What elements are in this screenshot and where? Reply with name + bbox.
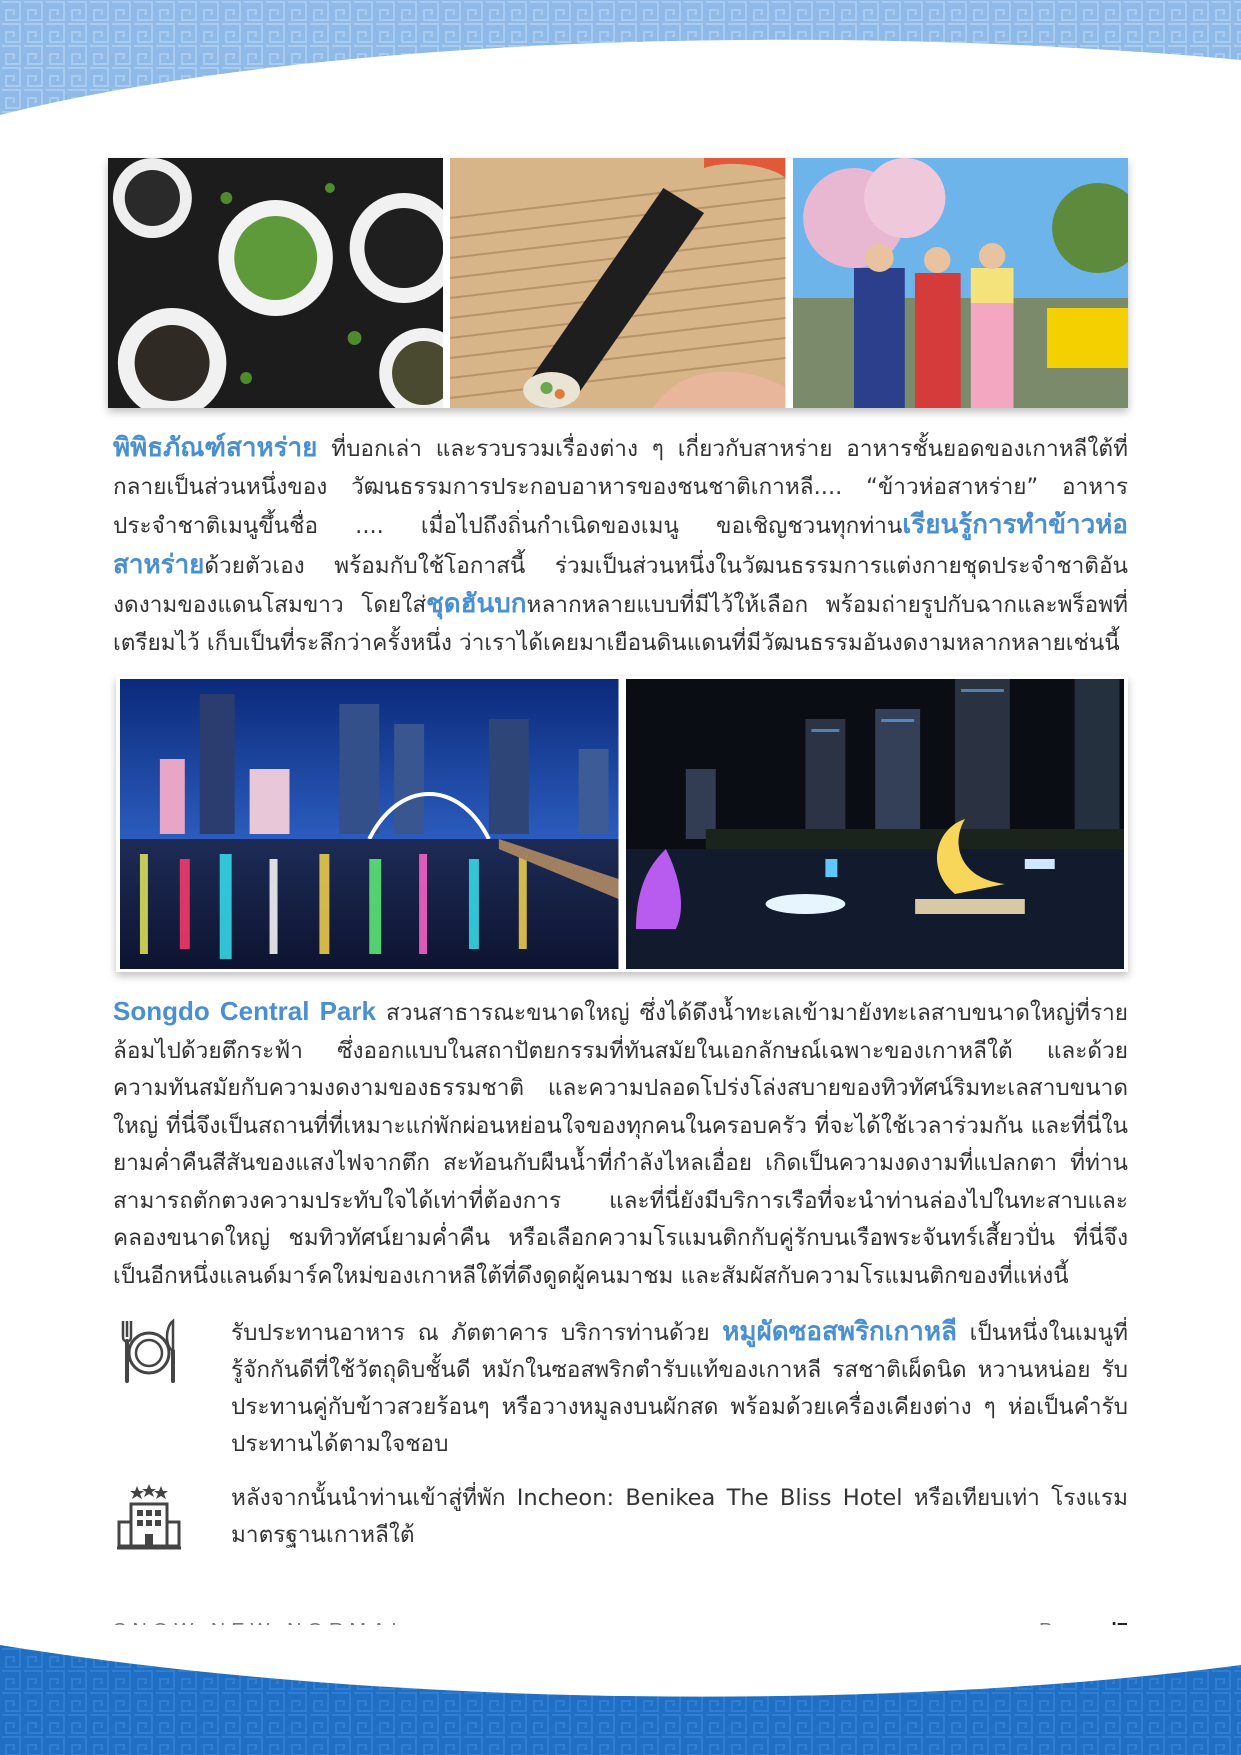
songdo-park-paragraph	[113, 993, 1128, 1295]
paragraph-text: ด้วยตัวเอง พร้อมกับใช้โอกาสนี้ ร่วมเป็นส่วนหนึ่งในวัฒนธรรมการแต่งกายชุดประจำชาติอันงดงามของแดนโสมขาว โดยใส่	[113, 552, 1128, 618]
paragraph-text: สวนสาธารณะขนาดใหญ่ ซึ่งได้ดึงน้ำทะเลเข้ามายังทะเลสาบขนาดใหญ่ที่รายล้อมไปด้วยตึกระฟ้า ซึ่งออกแบบในสถาปัตยกรรมที่ทันสมัยในเอกลักษณ์เฉพาะของเกาหลีใต้ และด้วยความทันสมัยกับความงดงามของธรรมชาติ และความปลอดโปร่งโล่งสบายของทิวทัศน์ริมทะเลสาบขนาดใหญ่ ที่นี่จึงเป็นสถานที่ที่เหมาะแก่พักผ่อนหย่อนใจของทุกคนในครอบครัว ที่จะได้ใช้เวลาร่วมกัน และที่นี่ในยามค่ำคืนสีสันของแสงไฟจากตึก สะท้อนกับผืนน้ำที่กำลังไหลเอื่อย เกิดเป็นความงดงามที่แปลกตา ที่ท่านสามารถตักตวงความประทับใจได้เท่าที่ต้องการ และที่นี่ยังมีบริการเรือที่จะนำท่านล่องไปในทะสาบและคลองขนาดใหญ่ ชมทิวทัศน์ยามค่ำคืน หรือเลือกความโรแมนติกกับคู่รักบนเรือพระจันทร์เสี้ยวปั่น ที่นี่จึงเป็นอีกหนึ่งแลนด์มาร์คใหม่ของเกาหลีใต้ที่ดึงดูดผู้คนมาชม และสัมผัสกับความโรแมนติกของที่แห่งนี้	[113, 1000, 1129, 1289]
dish-highlight: หมูผัดซอสพริกเกาหลี	[722, 1316, 957, 1346]
seaweed-bowls-photo	[108, 158, 443, 408]
hanbok-highlight: ชุดฮันบก	[426, 588, 527, 618]
hotel-text: หลังจากนั้นนำท่านเข้าสู่ที่พัก Incheon: Benikea The Bliss Hotel หรือเทียบเท่า โรงแรมมาตรฐานเกาหลีใต้	[231, 1485, 1128, 1548]
kimbap-class-highlight: เรียนรู้การทำข้าวห่อสาหร่าย	[113, 509, 1128, 579]
meal-text	[231, 1313, 1128, 1463]
songdo-lake-boats-night-photo	[626, 679, 1125, 969]
photo-strip-top	[108, 158, 1128, 408]
header-pattern-band	[0, 0, 1241, 130]
meal-text-b: เป็นหนึ่งในเมนูที่รู้จักกันดีที่ใช้วัตถุดิบชั้นดี หมักในซอสพริกตำรับแท้ของเกาหลี รสชาติเผ็ดนิด หวานหน่อย รับประทานคู่กับข้าวสวยร้อนๆ หรือวางหมูลงบนผักสด พร้อมด้วยเครื่องเคียงต่าง ๆ ห่อเป็นคำรับประทานได้ตามใจชอบ	[231, 1320, 1128, 1457]
kimbap-rolling-photo	[450, 158, 785, 408]
photo-strip-middle	[116, 676, 1128, 972]
seaweed-museum-paragraph	[113, 429, 1128, 662]
meal-text-a: รับประทานอาหาร ณ ภัตตาคาร บริการท่านด้วย	[231, 1320, 723, 1346]
hotel-icon	[117, 1484, 181, 1552]
paragraph-text: ที่บอกเล่า และรวบรวมเรื่องต่าง ๆ เกี่ยวกับสาหร่าย อาหารชั้นยอดของเกาหลีใต้ที่กลายเป็นส่วนหนึ่งของ วัฒนธรรมการประกอบอาหารของชนชาติเกาหลี.... “ข้าวห่อสาหร่าย” อาหารประจำชาติเมนูขึ้นชื่อ .... เมื่อไปถึงถิ่นกำเนิดของเมนู ขอเชิญชวนทุกท่าน	[113, 436, 1128, 539]
seaweed-museum-title: พิพิธภัณฑ์สาหร่าย	[113, 432, 318, 462]
songdo-skyline-night-photo	[120, 679, 619, 969]
paragraph-text: หลากหลายแบบที่มีไว้ให้เลือก พร้อมถ่ายรูปกับฉากและพร็อพที่เตรียมไว้ เก็บเป็นที่ระลึกว่าครั้งหนึ่ง ว่าเราได้เคยมาเยือนดินแดนที่มีวัฒนธรรมอันงดงามหลากหลายเช่นนี้	[113, 592, 1128, 656]
footer-pattern-band	[0, 1625, 1241, 1755]
dining-icon	[117, 1317, 181, 1385]
songdo-park-title: Songdo Central Park	[113, 996, 376, 1026]
hanbok-group-photo	[793, 158, 1128, 408]
